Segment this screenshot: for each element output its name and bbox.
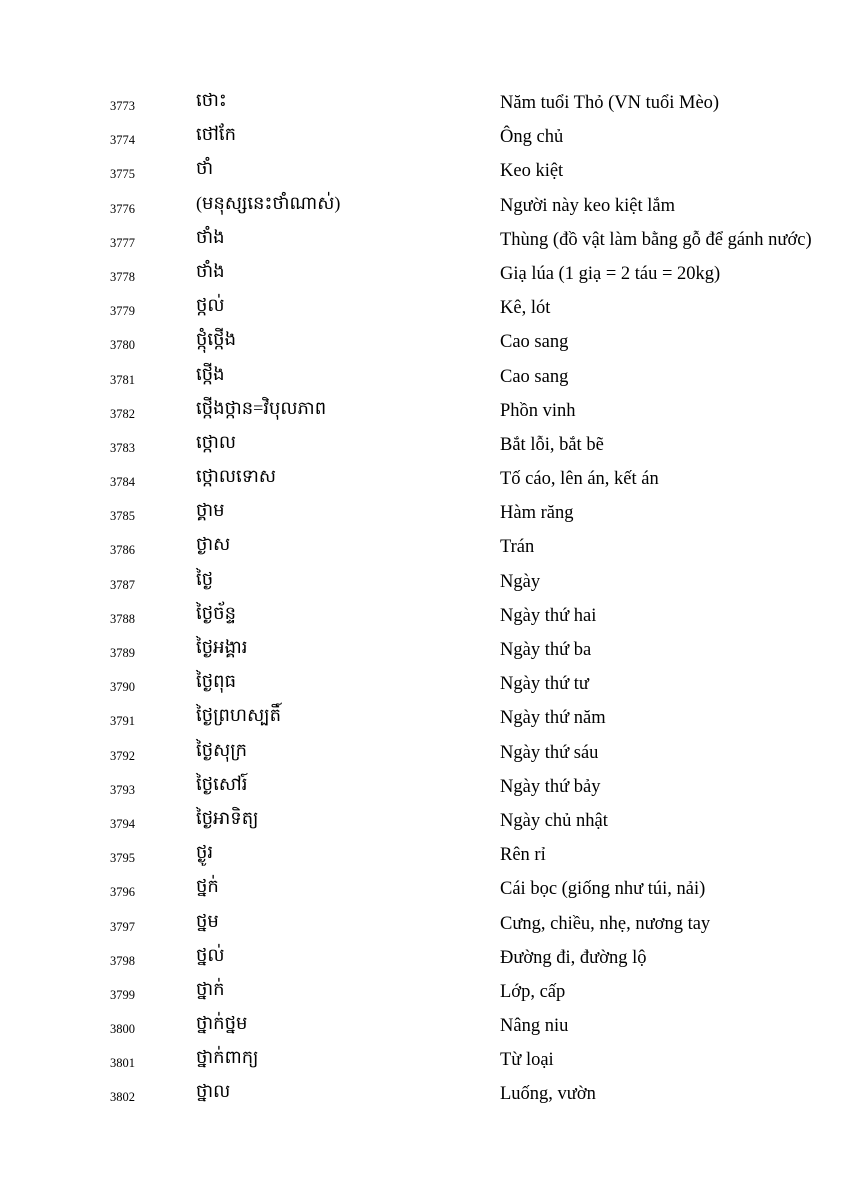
entry-number: 3786 [110,543,135,558]
dictionary-entry [0,907,848,941]
khmer-word: ថ្នាក់ [196,978,225,999]
dictionary-entry [0,701,848,735]
dictionary-entry [0,565,848,599]
khmer-word: (មនុស្សនេះថាំណាស់) [196,192,341,213]
dictionary-entry [0,804,848,838]
khmer-word: ថ្កោល [196,431,236,452]
entry-number: 3798 [110,953,135,968]
vietnamese-meaning: Ngày thứ sáu [500,742,599,763]
vietnamese-meaning: Hàm răng [500,503,574,524]
khmer-word: ថ្កោលទោស [196,466,276,487]
entry-number: 3778 [110,269,135,284]
entry-number: 3794 [110,816,135,831]
dictionary-entry [0,633,848,667]
vietnamese-meaning: Bắt lỗi, bắt bẽ [500,434,604,455]
vietnamese-meaning: Ngày [500,571,541,592]
dictionary-entry [0,941,848,975]
entry-number: 3796 [110,885,135,900]
entry-number: 3789 [110,646,135,660]
dictionary-entry [0,120,848,154]
entry-number: 3781 [110,372,135,387]
dictionary-entry [0,599,848,633]
dictionary-entry [0,462,848,496]
khmer-word: ថ្ងៃអាទិត្យ [196,807,259,828]
khmer-word: ថ្នម [196,910,219,931]
entry-number: 3788 [110,611,135,626]
vietnamese-meaning: Cao sang [500,332,569,353]
vietnamese-meaning: Kê, lót [500,298,551,319]
entry-number: 3779 [110,304,135,319]
vietnamese-meaning: Đường đi, đường lộ [500,947,647,968]
entry-number: 3782 [110,406,135,421]
dictionary-entry [0,496,848,530]
vietnamese-meaning: Phồn vinh [500,400,576,421]
vietnamese-meaning: Ngày thứ hai [500,605,597,626]
entry-number: 3801 [110,1056,135,1071]
dictionary-entry [0,428,848,462]
khmer-word: ថៅកែ [196,124,236,145]
khmer-word: ថ្កើងថ្កាន=វិបុលភាព [196,397,327,418]
dictionary-entry [0,325,848,359]
dictionary-entry [0,291,848,325]
khmer-word: ថ្ងៃសៅរ៍ [196,773,248,794]
vietnamese-meaning: Ông chủ [500,127,564,148]
vietnamese-meaning: Rên rỉ [500,845,546,866]
vietnamese-meaning: Cao sang [500,366,569,387]
vietnamese-meaning: Keo kiệt [500,161,564,182]
entry-number: 3787 [110,577,135,592]
vietnamese-meaning: Trán [500,537,535,558]
vietnamese-meaning: Ngày thứ bảy [500,776,601,797]
vietnamese-meaning: Lớp, cấp [500,981,566,1002]
entry-number: 3799 [110,987,135,1002]
khmer-word: ថ្ងូរ [196,842,214,863]
dictionary-entry [0,1009,848,1043]
entry-number: 3793 [110,782,135,797]
entry-number: 3774 [110,133,135,148]
khmer-word: ថ្កុំថ្កើង [196,329,236,350]
dictionary-entry [0,736,848,770]
entry-number: 3802 [110,1090,135,1105]
entry-number: 3784 [110,475,135,490]
dictionary-entry [0,86,848,120]
dictionary-entry [0,770,848,804]
dictionary-entry [0,189,848,223]
dictionary-entry [0,154,848,188]
khmer-word: ថ្ងៃសុក្រ [196,739,248,760]
khmer-word: ថ្នាក់ពាក្យ [196,1047,259,1068]
khmer-word: ថ្ងៃ [196,568,214,589]
entry-number: 3775 [110,167,135,182]
entry-number: 3791 [110,714,135,729]
vietnamese-meaning: Cưng, chiều, nhẹ, nương tay [500,913,711,934]
entry-number: 3792 [110,748,135,763]
dictionary-entry [0,530,848,564]
khmer-word: ថ្នាក់ថ្នម [196,1013,248,1034]
entry-number: 3776 [110,201,135,216]
khmer-word: ថាំ [196,158,214,179]
khmer-word: ថ្ងាស [196,534,231,555]
entry-number: 3777 [110,235,135,250]
entry-number: 3783 [110,440,135,455]
dictionary-entry [0,394,848,428]
dictionary-entry [0,872,848,906]
khmer-word: ថោះ [196,90,227,110]
khmer-word: ថ្នក់ [196,876,219,897]
dictionary-entry [0,1077,848,1111]
entry-number: 3800 [110,1022,135,1037]
dictionary-entry [0,257,848,291]
khmer-word: ថ្ងៃពុធ [196,671,236,692]
dictionary-entry [0,360,848,394]
dictionary-entry [0,1043,848,1077]
dictionary-entry [0,223,848,257]
khmer-word: ថ្ងៃច័ន្ទ [196,602,236,623]
vietnamese-meaning: Ngày thứ ba [500,640,592,660]
vietnamese-meaning: Năm tuổi Thỏ (VN tuổi Mèo) [500,93,720,113]
vietnamese-meaning: Luống, vườn [500,1084,596,1105]
vietnamese-meaning: Ngày thứ năm [500,708,606,729]
entry-number: 3795 [110,851,135,866]
khmer-word: ថ្កើង [196,363,225,384]
vietnamese-meaning: Từ loại [500,1050,554,1071]
entry-number: 3785 [110,509,135,524]
khmer-word: ថ្ងៃអង្គារ [196,637,248,657]
vietnamese-meaning: Ngày thứ tư [500,674,589,695]
vietnamese-meaning: Cái bọc (giống như túi, nải) [500,879,706,900]
vietnamese-meaning: Thùng (đồ vật làm bằng gỗ để gánh nước) [500,229,812,250]
khmer-word: ថ្នល់ [196,944,225,965]
entry-number: 3790 [110,680,135,695]
vietnamese-meaning: Ngày chủ nhật [500,810,608,831]
khmer-word: ថ្គាម [196,500,225,521]
vietnamese-meaning: Giạ lúa (1 giạ = 2 táu = 20kg) [500,263,721,284]
vietnamese-meaning: Tố cáo, lên án, kết án [500,469,659,490]
entry-number: 3797 [110,919,135,934]
khmer-word: ថ្នាល [196,1081,231,1102]
khmer-word: ថាំង [196,260,225,281]
vietnamese-meaning: Nâng niu [500,1016,569,1037]
dictionary-entries [0,86,848,1112]
khmer-word: ថ្កល់ [196,295,225,316]
dictionary-entry [0,838,848,872]
vietnamese-meaning: Người này keo kiệt lắm [500,195,675,216]
khmer-word: ថ្ងៃព្រហស្បតិ៍ [196,705,281,726]
entry-number: 3773 [110,99,135,113]
dictionary-entry [0,975,848,1009]
entry-number: 3780 [110,338,135,353]
khmer-word: ថាំង [196,226,225,247]
dictionary-entry [0,667,848,701]
